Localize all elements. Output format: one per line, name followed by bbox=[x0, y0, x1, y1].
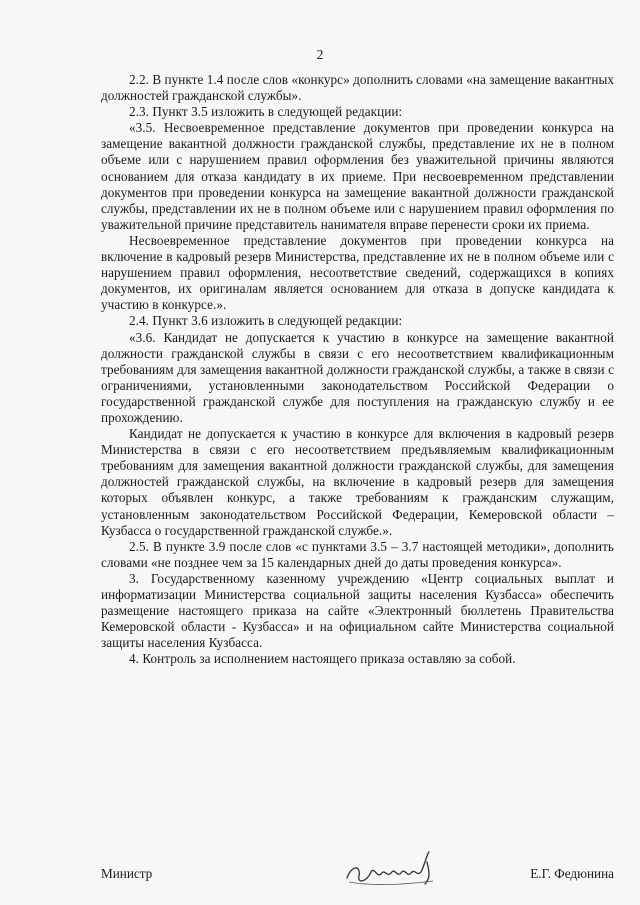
signatory-title: Министр bbox=[101, 866, 153, 881]
paragraph-4: 4. Контроль за исполнением настоящего приказа оставляю за собой. bbox=[129, 651, 516, 667]
document-body bbox=[101, 72, 614, 667]
paragraph-3-5-quote: «3.5. Несвоевременное представление документов при проведении конкурса на замещение вакантной должности гражданской службы, представление их не в полном объеме или с нарушением правил оформления без уважительной причины являются основанием для отказа кандидату в их приеме. При несвоевременном представлении документов при проведении конкурса на замещение вакантной должности гражданской службы, представлении их не в полном объеме или с нарушением правил оформления по уважительной причине представитель нанимателя вправе перенести сроки их приема. bbox=[101, 120, 614, 232]
paragraph-2-3: 2.3. Пункт 3.5 изложить в следующей редакции: bbox=[129, 104, 403, 120]
paragraph-2-5: 2.5. В пункте 3.9 после слов «с пунктами 3.5 – 3.7 настоящей методики», дополнить словами «не позднее чем за 15 календарных дней до даты проведения конкурса». bbox=[101, 538, 614, 570]
paragraph-3-5-reserve: Несвоевременное представление документов при проведении конкурса на включение в кадровый резерв Министерства, представление их не в полном объеме или с нарушением правил оформления, несоответствие сведений, содержащихся в копиях документов, их оригиналам является основанием для отказа в допуске кандидата к участию в конкурсе.». bbox=[101, 232, 614, 313]
page-number: 2 bbox=[316, 47, 324, 62]
paragraph-2-2: 2.2. В пункте 1.4 после слов «конкурс» дополнить словами «на замещение вакантных должностей гражданской службы». bbox=[101, 72, 614, 104]
paragraph-3: 3. Государственному казенному учреждению «Центр социальных выплат и информатизации Министерства социальной защиты населения Кузбасса» обеспечить размещение настоящего приказа на сайте «Электронный бюллетень Правительства Кемеровской области - Кузбасса» и на официальном сайте Министерства социальной защиты населения Кузбасса. bbox=[101, 570, 614, 651]
signatory-name: Е.Г. Федюнина bbox=[530, 866, 614, 881]
handwritten-signature bbox=[341, 848, 451, 890]
paragraph-3-6-quote: «3.6. Кандидат не допускается к участию в конкурсе на замещение вакантной должности гражданской службы в связи с его несоответствием квалификационным требованиям для замещения вакантной должности гражданской службы, а также в связи с ограничениями, установленными законодательством Российской Федерации о государственной гражданской службе для поступления на гражданскую службу и ее прохождению. bbox=[101, 329, 614, 425]
signature-block bbox=[101, 860, 614, 890]
paragraph-2-4: 2.4. Пункт 3.6 изложить в следующей редакции: bbox=[129, 313, 403, 329]
paragraph-3-6-reserve: Кандидат не допускается к участию в конкурсе для включения в кадровый резерв Министерства в связи с его несоответствием предъявляемым квалификационным требованиям для замещения вакантной должности гражданской службы, для замещения должностей гражданской службы, на включение в кадровый резерв для замещения которых объявлен конкурс, а также требованиям к гражданским служащим, установленным законодательством Российской Федерации, Кемеровской области – Кузбасса о государственной гражданской службе.». bbox=[101, 426, 614, 538]
